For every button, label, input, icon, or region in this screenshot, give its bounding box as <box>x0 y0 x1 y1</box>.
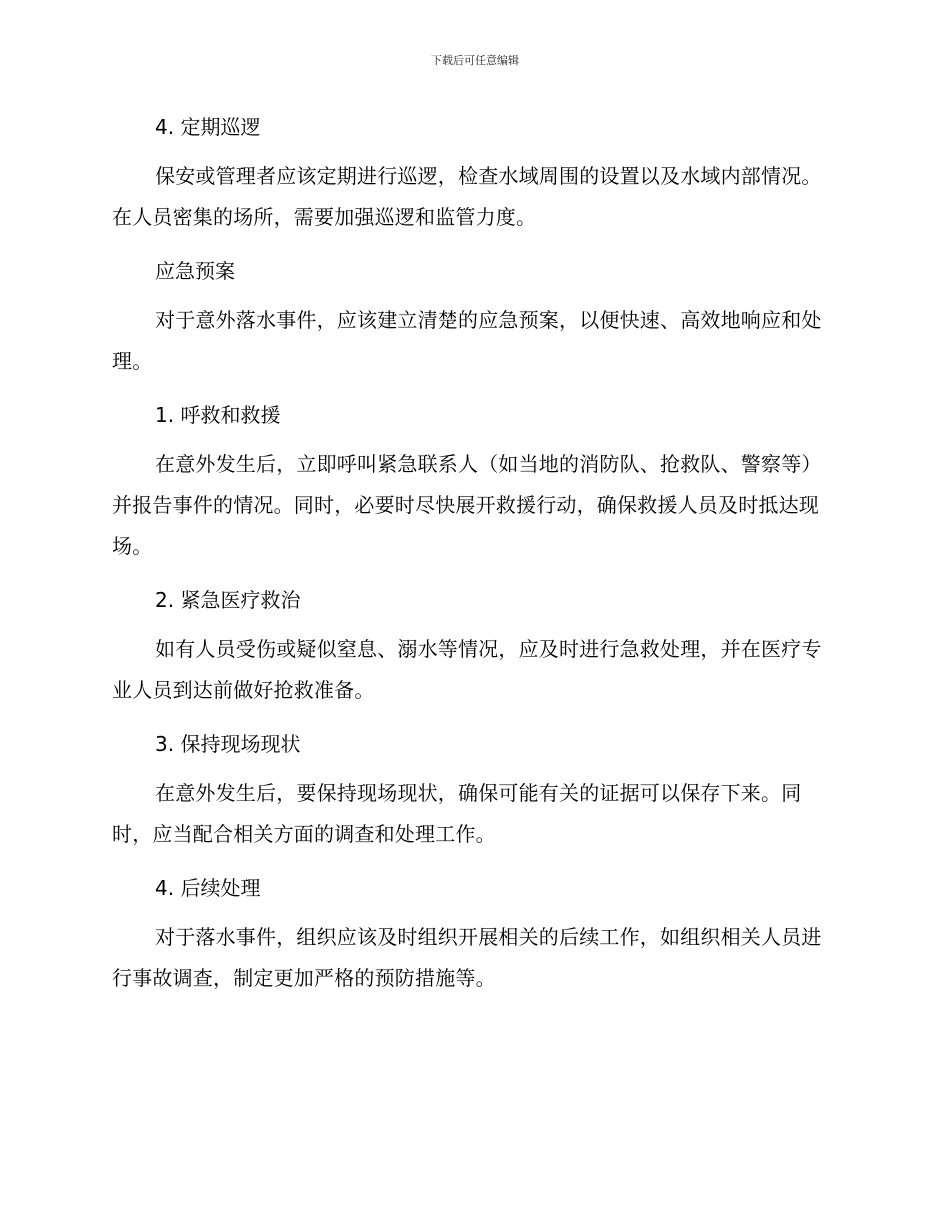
section-heading-emergency-medical: 2. 紧急医疗救治 <box>155 588 301 612</box>
document-body <box>112 110 830 1015</box>
section-heading-regular-patrol: 4. 定期巡逻 <box>155 115 261 139</box>
page-header: 下载后可任意编辑 <box>431 54 519 67</box>
paragraph-emergency-plan: 对于意外落水事件，应该建立清楚的应急预案，以便快速、高效地响应和处理。 <box>112 308 822 373</box>
section-heading-follow-up: 4. 后续处理 <box>155 876 261 900</box>
paragraph-emergency-medical: 如有人员受伤或疑似窒息、溺水等情况，应及时进行急救处理，并在医疗专业人员到达前做好抢救准备。 <box>112 637 822 702</box>
section-heading-call-for-help: 1. 呼救和救援 <box>155 403 281 427</box>
paragraph-regular-patrol: 保安或管理者应该定期进行巡逻，检查水域周围的设置以及水域内部情况。在人员密集的场所，需要加强巡逻和监管力度。 <box>112 164 822 229</box>
section-heading-emergency-plan: 应急预案 <box>155 259 235 283</box>
paragraph-call-for-help: 在意外发生后，立即呼叫紧急联系人（如当地的消防队、抢救队、警察等）并报告事件的情况。同时，必要时尽快展开救援行动，确保救援人员及时抵达现场。 <box>112 452 822 558</box>
paragraph-preserve-scene: 在意外发生后，要保持现场现状，确保可能有关的证据可以保存下来。同时，应当配合相关方面的调查和处理工作。 <box>112 781 802 846</box>
section-heading-preserve-scene: 3. 保持现场现状 <box>155 732 301 756</box>
paragraph-follow-up: 对于落水事件，组织应该及时组织开展相关的后续工作，如组织相关人员进行事故调查，制定更加严格的预防措施等。 <box>112 925 822 990</box>
